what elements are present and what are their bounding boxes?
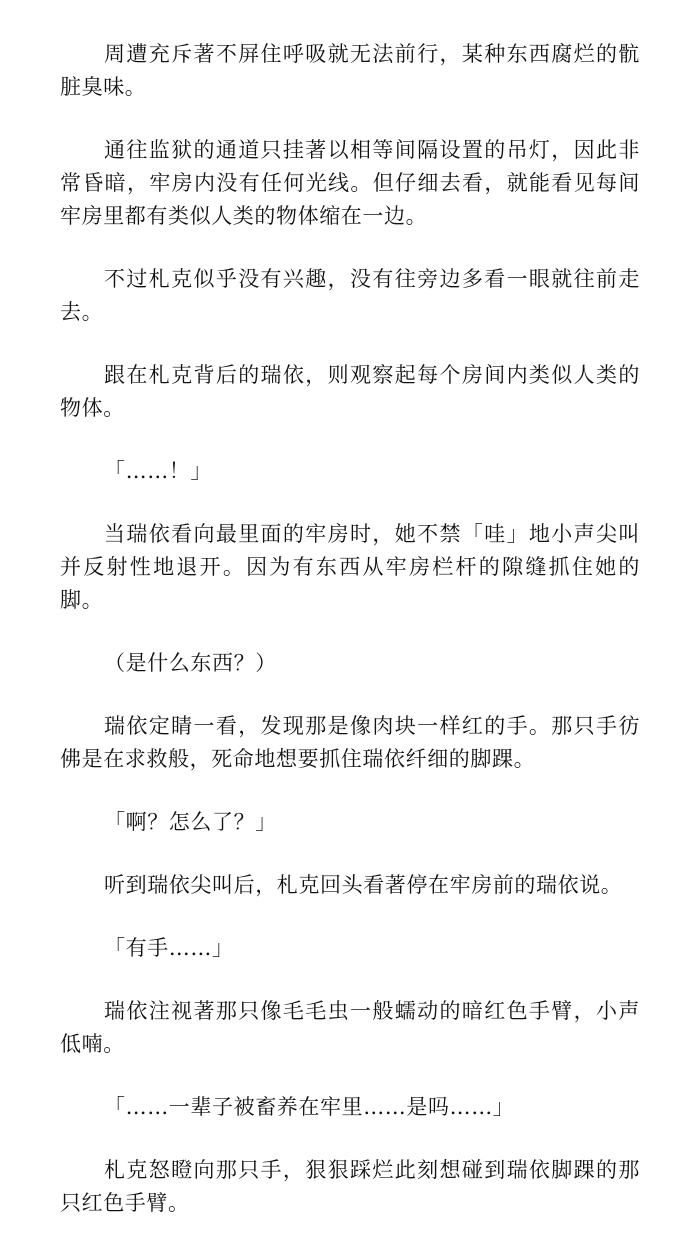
paragraph-9: 「啊？怎么了？」 <box>104 810 277 834</box>
paragraph-7: （是什么东西？） <box>104 651 277 675</box>
paragraph-4: 跟在札克背后的瑞依，则观察起每个房间内类似人类的物体。 <box>60 363 640 420</box>
paragraph-3: 不过札克似乎没有兴趣，没有往旁边多看一眼就往前走去。 <box>60 267 640 324</box>
paragraph-6: 当瑞依看向最里面的牢房时，她不禁「哇」地小声尖叫并反射性地退开。因为有东西从牢房栏杆的隙缝抓住她的脚。 <box>60 522 640 612</box>
paragraph-13: 「……一辈子被畜养在牢里……是吗……」 <box>104 1095 515 1119</box>
paragraph-2: 通往监狱的通道只挂著以相等间隔设置的吊灯，因此非常昏暗，牢房内没有任何光线。但仔细去看，就能看见每间牢房里都有类似人类的物体缩在一边。 <box>60 138 640 228</box>
paragraph-10: 听到瑞依尖叫后，札克回头看著停在牢房前的瑞依说。 <box>104 873 623 897</box>
paragraph-5: 「……！」 <box>104 459 212 483</box>
paragraph-8: 瑞依定睛一看，发现那是像肉块一样红的手。那只手彷佛是在求救般，死命地想要抓住瑞依纤细的脚踝。 <box>60 714 640 771</box>
paragraph-12: 瑞依注视著那只像毛毛虫一般蠕动的暗红色手臂，小声低喃。 <box>60 999 640 1056</box>
document-page <box>60 38 640 1250</box>
paragraph-11: 「有手……」 <box>104 936 234 960</box>
paragraph-14: 札克怒瞪向那只手，狠狠踩烂此刻想碰到瑞依脚踝的那只红色手臂。 <box>60 1158 640 1215</box>
paragraph-1: 周遭充斥著不屏住呼吸就无法前行，某种东西腐烂的骯脏臭味。 <box>60 42 640 99</box>
